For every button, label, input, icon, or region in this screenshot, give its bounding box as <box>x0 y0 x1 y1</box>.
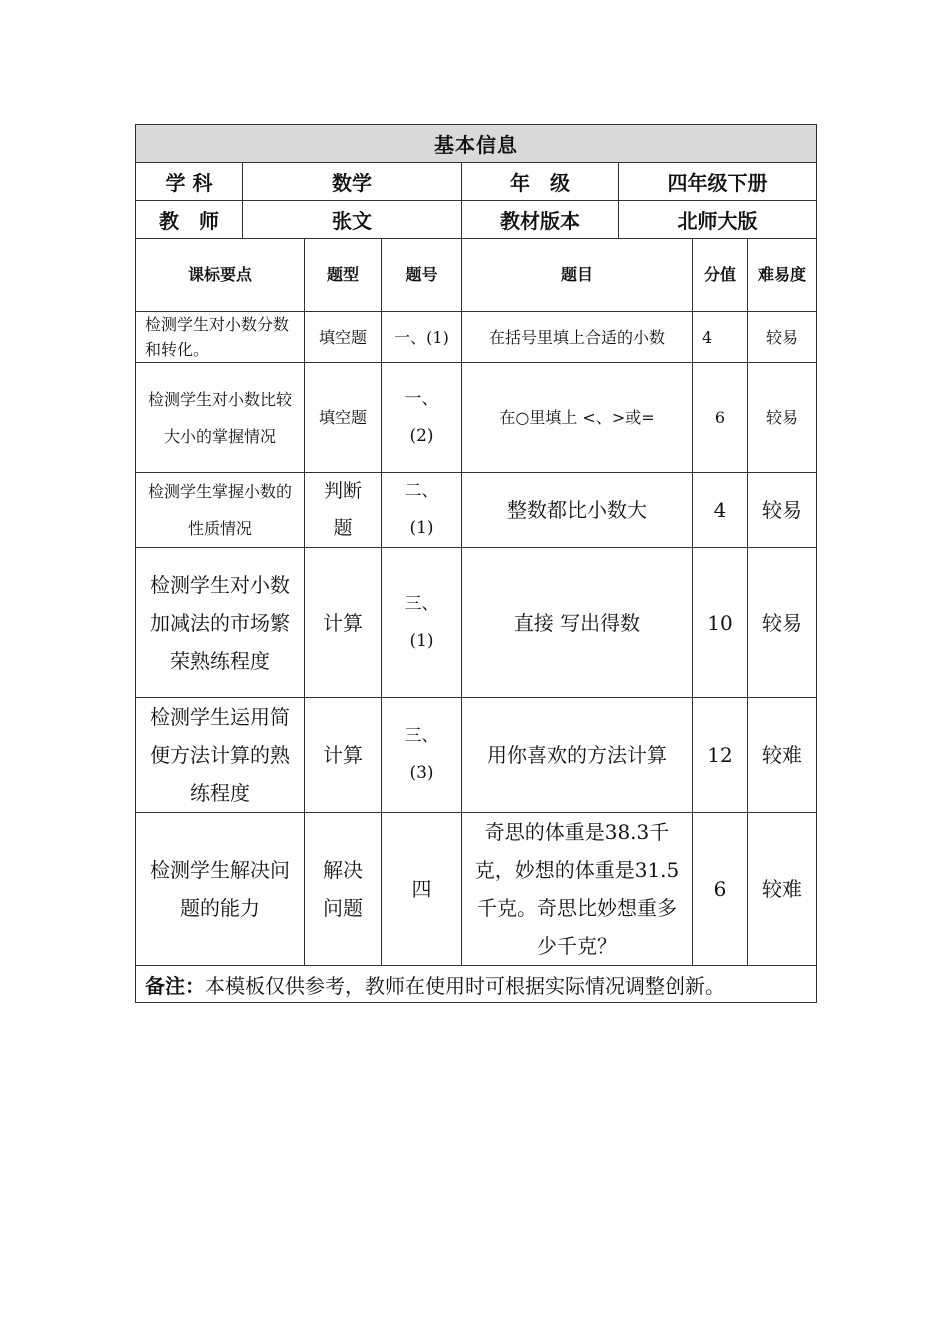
header-difficulty: 难易度 <box>748 239 817 312</box>
row-number: 二、(1) <box>382 473 462 548</box>
subject-value: 数学 <box>243 163 462 201</box>
row-question: 直接 写出得数 <box>462 548 693 698</box>
row-question: 在括号里填上合适的小数 <box>462 312 693 363</box>
row-score: 6 <box>693 363 748 473</box>
row-point: 检测学生解决问题的能力 <box>136 813 305 966</box>
basic-info-table <box>135 124 817 1003</box>
row-type: 解决问题 <box>305 813 382 966</box>
row-type: 计算 <box>305 548 382 698</box>
row-type: 计算 <box>305 698 382 813</box>
subject-row <box>136 163 817 201</box>
edition-label: 教材版本 <box>462 201 619 239</box>
note-row <box>136 966 817 1003</box>
row-type: 判断题 <box>305 473 382 548</box>
row-point: 检测学生对小数比较大小的掌握情况 <box>136 363 305 473</box>
row-type: 填空题 <box>305 363 382 473</box>
row-difficulty: 较易 <box>748 363 817 473</box>
row-difficulty: 较易 <box>748 473 817 548</box>
row-score: 12 <box>693 698 748 813</box>
title-row <box>136 125 817 163</box>
table-title: 基本信息 <box>136 125 817 163</box>
row-point: 检测学生掌握小数的性质情况 <box>136 473 305 548</box>
table-row <box>136 473 817 548</box>
row-score: 4 <box>693 312 748 363</box>
column-header-row <box>136 239 817 312</box>
table-row <box>136 698 817 813</box>
table-row <box>136 363 817 473</box>
row-question: 在○里填上 <、>或= <box>462 363 693 473</box>
teacher-label: 教 师 <box>136 201 243 239</box>
teacher-row <box>136 201 817 239</box>
row-score: 6 <box>693 813 748 966</box>
row-number: 三、(1) <box>382 548 462 698</box>
grade-label: 年 级 <box>462 163 619 201</box>
row-difficulty: 较难 <box>748 813 817 966</box>
row-difficulty: 较难 <box>748 698 817 813</box>
row-type: 填空题 <box>305 312 382 363</box>
row-difficulty: 较易 <box>748 312 817 363</box>
row-question: 用你喜欢的方法计算 <box>462 698 693 813</box>
row-question: 整数都比小数大 <box>462 473 693 548</box>
row-number: 四 <box>382 813 462 966</box>
table-row <box>136 813 817 966</box>
row-point: 检测学生对小数分数和转化。 <box>136 312 305 363</box>
row-question: 奇思的体重是38.3千克，妙想的体重是31.5千克。奇思比妙想重多少千克？ <box>462 813 693 966</box>
header-question: 题目 <box>462 239 693 312</box>
header-type: 题型 <box>305 239 382 312</box>
row-point: 检测学生运用简便方法计算的熟练程度 <box>136 698 305 813</box>
header-point: 课标要点 <box>136 239 305 312</box>
note-text: 本模板仅供参考，教师在使用时可根据实际情况调整创新。 <box>205 973 725 998</box>
table-row <box>136 312 817 363</box>
header-number: 题号 <box>382 239 462 312</box>
header-score: 分值 <box>693 239 748 312</box>
row-number: 一、(2) <box>382 363 462 473</box>
note-label: 备注： <box>145 973 205 998</box>
table-row <box>136 548 817 698</box>
lesson-info-sheet <box>135 124 816 1003</box>
subject-label: 学 科 <box>136 163 243 201</box>
row-score: 4 <box>693 473 748 548</box>
grade-value: 四年级下册 <box>619 163 817 201</box>
note-cell <box>136 966 817 1003</box>
edition-value: 北师大版 <box>619 201 817 239</box>
row-difficulty: 较易 <box>748 548 817 698</box>
row-number: 一、(1) <box>382 312 462 363</box>
row-point: 检测学生对小数加减法的市场繁荣熟练程度 <box>136 548 305 698</box>
row-number: 三、(3) <box>382 698 462 813</box>
row-score: 10 <box>693 548 748 698</box>
teacher-value: 张文 <box>243 201 462 239</box>
